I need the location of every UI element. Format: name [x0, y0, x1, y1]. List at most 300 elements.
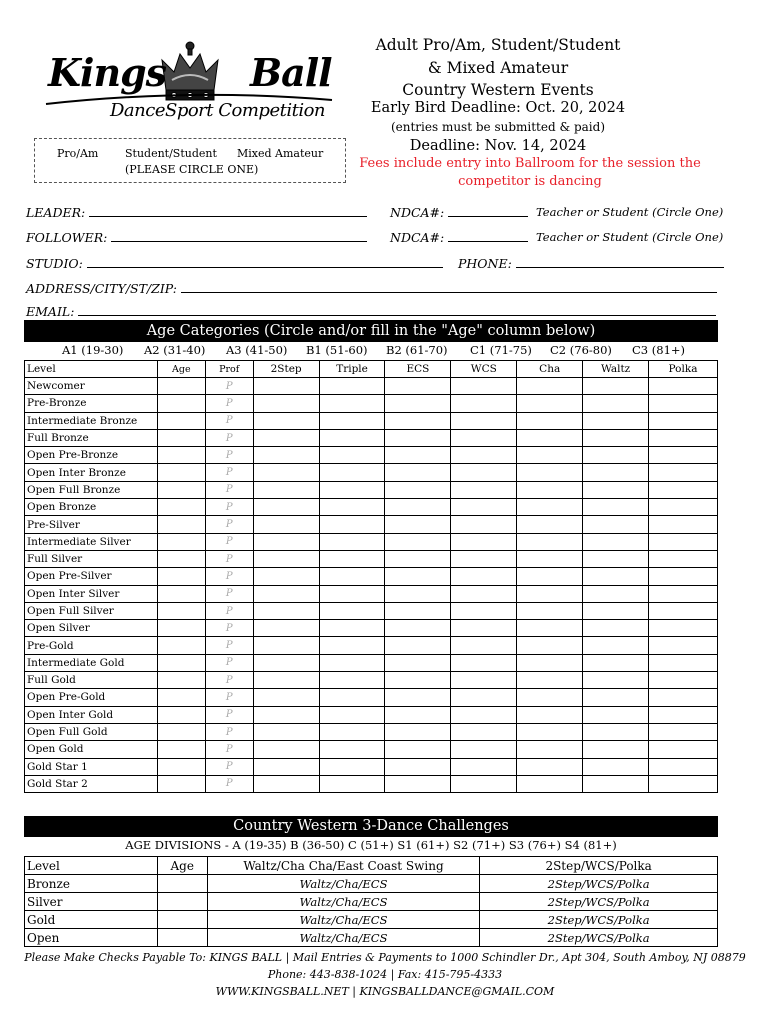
dance-cell-2step[interactable] [253, 723, 319, 740]
dance-cell-2step[interactable] [253, 654, 319, 671]
col-ecs: ECS [385, 361, 451, 378]
level-name: Open Full Bronze [25, 481, 158, 498]
prof-cell[interactable]: P [205, 689, 253, 706]
dance-cell-wcs[interactable] [451, 481, 517, 498]
cw-age-cell[interactable] [157, 875, 207, 893]
age-cell[interactable] [157, 412, 205, 429]
dance-cell-polka[interactable] [649, 481, 718, 498]
prof-cell[interactable]: P [205, 654, 253, 671]
table-row [25, 516, 718, 533]
level-name: Open Inter Gold [25, 706, 158, 723]
dance-cell-2step[interactable] [253, 378, 319, 395]
age-cat-a2[interactable]: A2 (31-40) [144, 343, 206, 357]
prof-cell[interactable]: P [205, 602, 253, 619]
dance-cell-wcs[interactable] [451, 637, 517, 654]
dance-cell-polka[interactable] [649, 550, 718, 567]
prof-cell[interactable]: P [205, 499, 253, 516]
prof-cell[interactable]: P [205, 464, 253, 481]
cw-dance-set-2[interactable]: 2Step/WCS/Polka [480, 893, 718, 911]
cw-dance-set-2[interactable]: 2Step/WCS/Polka [480, 911, 718, 929]
logo-word-ball: Ball [250, 50, 332, 95]
teacher-student-choice-2[interactable]: Teacher or Student (Circle One) [536, 230, 724, 244]
prof-cell[interactable]: P [205, 550, 253, 567]
dance-cell-triple[interactable] [319, 620, 385, 637]
final-deadline: Deadline: Nov. 14, 2024 [409, 138, 587, 154]
dance-cell-ecs[interactable] [385, 378, 451, 395]
prof-cell[interactable]: P [205, 637, 253, 654]
prof-cell[interactable]: P [205, 533, 253, 550]
dance-cell-ecs[interactable] [385, 637, 451, 654]
col-age: Age [157, 361, 205, 378]
dance-cell-wcs[interactable] [451, 568, 517, 585]
cw-level: Gold [25, 911, 158, 929]
dance-cell-wcs[interactable] [451, 585, 517, 602]
ndca-field-1[interactable] [448, 204, 528, 217]
dance-cell-waltz[interactable] [583, 654, 649, 671]
dance-cell-wcs[interactable] [451, 723, 517, 740]
dance-cell-triple[interactable] [319, 654, 385, 671]
dance-cell-cha[interactable] [517, 464, 583, 481]
dance-cell-waltz[interactable] [583, 447, 649, 464]
dance-cell-ecs[interactable] [385, 602, 451, 619]
dance-cell-triple[interactable] [319, 637, 385, 654]
dance-cell-triple[interactable] [319, 378, 385, 395]
email-label: EMAIL: [26, 304, 75, 319]
cw-age-cell[interactable] [157, 893, 207, 911]
dance-cell-wcs[interactable] [451, 378, 517, 395]
level-entry-table [24, 360, 718, 793]
age-cell[interactable] [157, 689, 205, 706]
prof-cell[interactable]: P [205, 585, 253, 602]
studio-label: STUDIO: [26, 256, 83, 271]
dance-cell-cha[interactable] [517, 395, 583, 412]
dance-cell-cha[interactable] [517, 378, 583, 395]
dance-cell-2step[interactable] [253, 637, 319, 654]
dance-cell-2step[interactable] [253, 516, 319, 533]
dance-cell-ecs[interactable] [385, 620, 451, 637]
table-row [25, 585, 718, 602]
phone-field[interactable] [516, 255, 724, 268]
dance-cell-ecs[interactable] [385, 499, 451, 516]
table-row [25, 568, 718, 585]
dance-cell-triple[interactable] [319, 706, 385, 723]
dance-cell-2step[interactable] [253, 499, 319, 516]
dance-cell-waltz[interactable] [583, 378, 649, 395]
table-row [25, 550, 718, 567]
dance-cell-wcs[interactable] [451, 758, 517, 775]
dance-cell-wcs[interactable] [451, 550, 517, 567]
dance-cell-wcs[interactable] [451, 654, 517, 671]
dance-cell-polka[interactable] [649, 689, 718, 706]
dance-cell-wcs[interactable] [451, 741, 517, 758]
dance-cell-cha[interactable] [517, 723, 583, 740]
age-cell[interactable] [157, 654, 205, 671]
dance-cell-cha[interactable] [517, 516, 583, 533]
age-cell[interactable] [157, 429, 205, 446]
dance-cell-polka[interactable] [649, 602, 718, 619]
age-cell[interactable] [157, 568, 205, 585]
fees-note: Fees include entry into Ballroom for the session the competitor is dancing [359, 156, 701, 189]
prof-cell[interactable]: P [205, 568, 253, 585]
dance-cell-cha[interactable] [517, 602, 583, 619]
dance-cell-triple[interactable] [319, 568, 385, 585]
dance-cell-ecs[interactable] [385, 412, 451, 429]
dance-cell-ecs[interactable] [385, 758, 451, 775]
cw-dance-set-1[interactable]: Waltz/Cha/ECS [207, 875, 480, 893]
prof-cell[interactable]: P [205, 723, 253, 740]
dance-cell-wcs[interactable] [451, 395, 517, 412]
studio-row [26, 255, 443, 271]
dance-cell-waltz[interactable] [583, 758, 649, 775]
prof-cell[interactable]: P [205, 775, 253, 792]
dance-cell-polka[interactable] [649, 499, 718, 516]
table-row [25, 620, 718, 637]
table-row [25, 602, 718, 619]
dance-cell-cha[interactable] [517, 775, 583, 792]
dance-cell-waltz[interactable] [583, 689, 649, 706]
cw-dance-set-1[interactable]: Waltz/Cha/ECS [207, 929, 480, 947]
dance-cell-triple[interactable] [319, 429, 385, 446]
level-name: Full Silver [25, 550, 158, 567]
dance-cell-polka[interactable] [649, 620, 718, 637]
prof-cell[interactable]: P [205, 758, 253, 775]
age-cat-c2[interactable]: C2 (76-80) [550, 343, 612, 357]
dance-cell-triple[interactable] [319, 723, 385, 740]
address-field[interactable] [181, 280, 717, 293]
dance-cell-polka[interactable] [649, 758, 718, 775]
dance-cell-2step[interactable] [253, 706, 319, 723]
dance-cell-polka[interactable] [649, 654, 718, 671]
dance-cell-wcs[interactable] [451, 412, 517, 429]
dance-cell-cha[interactable] [517, 412, 583, 429]
age-cell[interactable] [157, 464, 205, 481]
table-row [25, 429, 718, 446]
dance-cell-cha[interactable] [517, 741, 583, 758]
dance-cell-wcs[interactable] [451, 672, 517, 689]
col-level: Level [25, 361, 158, 378]
dance-cell-polka[interactable] [649, 516, 718, 533]
dance-cell-triple[interactable] [319, 412, 385, 429]
cw-col-waltz-cha-ecs: Waltz/Cha Cha/East Coast Swing [207, 857, 480, 875]
dance-cell-ecs[interactable] [385, 395, 451, 412]
prof-cell[interactable]: P [205, 395, 253, 412]
age-divisions: AGE DIVISIONS - A (19-35) B (36-50) C (51+) S1 (61+) S2 (71+) S3 (76+) S4 (81+) [125, 838, 617, 852]
dance-cell-ecs[interactable] [385, 516, 451, 533]
dance-cell-wcs[interactable] [451, 429, 517, 446]
dance-cell-wcs[interactable] [451, 602, 517, 619]
dance-cell-cha[interactable] [517, 758, 583, 775]
dance-cell-waltz[interactable] [583, 741, 649, 758]
level-name: Open Pre-Silver [25, 568, 158, 585]
cw-col-level: Level [25, 857, 158, 875]
dance-cell-triple[interactable] [319, 758, 385, 775]
prof-cell[interactable]: P [205, 481, 253, 498]
dance-cell-waltz[interactable] [583, 585, 649, 602]
cw-age-cell[interactable] [157, 929, 207, 947]
dance-cell-polka[interactable] [649, 464, 718, 481]
dance-cell-wcs[interactable] [451, 620, 517, 637]
dance-cell-polka[interactable] [649, 672, 718, 689]
dance-cell-wcs[interactable] [451, 516, 517, 533]
dance-cell-polka[interactable] [649, 533, 718, 550]
dance-cell-triple[interactable] [319, 499, 385, 516]
level-name: Open Inter Silver [25, 585, 158, 602]
dance-cell-cha[interactable] [517, 654, 583, 671]
age-cell[interactable] [157, 499, 205, 516]
col-triple: Triple [319, 361, 385, 378]
dance-cell-wcs[interactable] [451, 689, 517, 706]
dance-cell-ecs[interactable] [385, 654, 451, 671]
table-row [25, 447, 718, 464]
dance-cell-cha[interactable] [517, 620, 583, 637]
table-row [25, 464, 718, 481]
dance-cell-waltz[interactable] [583, 499, 649, 516]
dance-cell-wcs[interactable] [451, 447, 517, 464]
dance-cell-ecs[interactable] [385, 568, 451, 585]
footer-web-email: WWW.KINGSBALL.NET | KINGSBALLDANCE@GMAIL.COM [215, 985, 555, 998]
dance-cell-ecs[interactable] [385, 741, 451, 758]
age-cell[interactable] [157, 378, 205, 395]
option-pro-am[interactable]: Pro/Am [57, 147, 99, 160]
dance-cell-waltz[interactable] [583, 637, 649, 654]
age-cell[interactable] [157, 637, 205, 654]
age-cell[interactable] [157, 516, 205, 533]
dance-cell-ecs[interactable] [385, 706, 451, 723]
dance-cell-2step[interactable] [253, 620, 319, 637]
dance-cell-waltz[interactable] [583, 412, 649, 429]
age-cell[interactable] [157, 706, 205, 723]
dance-cell-polka[interactable] [649, 741, 718, 758]
dance-cell-triple[interactable] [319, 516, 385, 533]
age-cat-c1[interactable]: C1 (71-75) [470, 343, 532, 357]
age-cat-a3[interactable]: A3 (41-50) [226, 343, 288, 357]
address-label: ADDRESS/CITY/ST/ZIP: [26, 281, 177, 296]
dance-cell-triple[interactable] [319, 464, 385, 481]
dance-cell-2step[interactable] [253, 429, 319, 446]
dance-cell-ecs[interactable] [385, 775, 451, 792]
dance-cell-waltz[interactable] [583, 516, 649, 533]
dance-cell-cha[interactable] [517, 585, 583, 602]
prof-cell[interactable]: P [205, 741, 253, 758]
ndca-field-2[interactable] [448, 229, 528, 242]
studio-field[interactable] [87, 255, 443, 268]
dance-cell-waltz[interactable] [583, 620, 649, 637]
dance-cell-2step[interactable] [253, 533, 319, 550]
dance-cell-cha[interactable] [517, 533, 583, 550]
dance-cell-cha[interactable] [517, 481, 583, 498]
dance-cell-polka[interactable] [649, 775, 718, 792]
age-cell[interactable] [157, 672, 205, 689]
prof-cell[interactable]: P [205, 378, 253, 395]
prof-cell[interactable]: P [205, 429, 253, 446]
dance-cell-cha[interactable] [517, 429, 583, 446]
dance-cell-triple[interactable] [319, 585, 385, 602]
prof-cell[interactable]: P [205, 447, 253, 464]
dance-cell-cha[interactable] [517, 706, 583, 723]
dance-cell-2step[interactable] [253, 602, 319, 619]
dance-cell-waltz[interactable] [583, 464, 649, 481]
dance-cell-cha[interactable] [517, 672, 583, 689]
cw-row-gold [25, 911, 718, 929]
col-polka: Polka [649, 361, 718, 378]
dance-cell-triple[interactable] [319, 481, 385, 498]
logo-word-kings: Kings [48, 50, 167, 95]
prof-cell[interactable]: P [205, 412, 253, 429]
age-cat-b2[interactable]: B2 (61-70) [386, 343, 448, 357]
dance-cell-polka[interactable] [649, 395, 718, 412]
dance-cell-wcs[interactable] [451, 464, 517, 481]
age-cat-c3[interactable]: C3 (81+) [632, 343, 686, 357]
phone-row [458, 255, 724, 271]
entry-type-box [34, 138, 346, 183]
dance-cell-triple[interactable] [319, 689, 385, 706]
dance-cell-polka[interactable] [649, 706, 718, 723]
dance-cell-2step[interactable] [253, 758, 319, 775]
dance-cell-2step[interactable] [253, 412, 319, 429]
age-cell[interactable] [157, 775, 205, 792]
age-cell[interactable] [157, 758, 205, 775]
dance-cell-ecs[interactable] [385, 689, 451, 706]
dance-cell-triple[interactable] [319, 447, 385, 464]
dance-cell-polka[interactable] [649, 637, 718, 654]
dance-cell-2step[interactable] [253, 689, 319, 706]
dance-cell-2step[interactable] [253, 585, 319, 602]
dance-cell-ecs[interactable] [385, 447, 451, 464]
age-cell[interactable] [157, 481, 205, 498]
title-line-1: Adult Pro/Am, Student/Student [375, 36, 621, 54]
dance-cell-ecs[interactable] [385, 585, 451, 602]
dance-cell-polka[interactable] [649, 378, 718, 395]
cw-age-cell[interactable] [157, 911, 207, 929]
dance-cell-triple[interactable] [319, 741, 385, 758]
prof-cell[interactable]: P [205, 516, 253, 533]
dance-cell-triple[interactable] [319, 672, 385, 689]
level-name: Intermediate Bronze [25, 412, 158, 429]
table-row [25, 412, 718, 429]
option-mixed-amateur[interactable]: Mixed Amateur [237, 147, 324, 160]
dance-cell-wcs[interactable] [451, 533, 517, 550]
dance-cell-wcs[interactable] [451, 706, 517, 723]
level-name: Open Gold [25, 741, 158, 758]
dance-cell-cha[interactable] [517, 499, 583, 516]
cw-dance-set-1[interactable]: Waltz/Cha/ECS [207, 911, 480, 929]
dance-cell-triple[interactable] [319, 533, 385, 550]
table-row [25, 706, 718, 723]
dance-cell-ecs[interactable] [385, 550, 451, 567]
dance-cell-ecs[interactable] [385, 672, 451, 689]
age-cell[interactable] [157, 741, 205, 758]
age-categories-header: Age Categories (Circle and/or fill in the "Age" column below) [24, 320, 718, 342]
dance-cell-waltz[interactable] [583, 395, 649, 412]
dance-cell-waltz[interactable] [583, 602, 649, 619]
table-row [25, 758, 718, 775]
dance-cell-2step[interactable] [253, 464, 319, 481]
level-name: Open Pre-Bronze [25, 447, 158, 464]
dance-cell-waltz[interactable] [583, 672, 649, 689]
table-row [25, 741, 718, 758]
dance-cell-polka[interactable] [649, 585, 718, 602]
dance-cell-polka[interactable] [649, 412, 718, 429]
dance-cell-ecs[interactable] [385, 429, 451, 446]
age-cell[interactable] [157, 395, 205, 412]
teacher-student-choice-1[interactable]: Teacher or Student (Circle One) [536, 205, 724, 219]
dance-cell-2step[interactable] [253, 568, 319, 585]
dance-cell-triple[interactable] [319, 602, 385, 619]
dance-cell-waltz[interactable] [583, 481, 649, 498]
dance-cell-cha[interactable] [517, 689, 583, 706]
dance-cell-ecs[interactable] [385, 723, 451, 740]
follower-field[interactable] [111, 229, 367, 242]
prof-cell[interactable]: P [205, 620, 253, 637]
table-row [25, 672, 718, 689]
dance-cell-waltz[interactable] [583, 723, 649, 740]
dance-cell-triple[interactable] [319, 395, 385, 412]
option-student-student[interactable]: Student/Student [125, 147, 217, 160]
follower-row [26, 229, 367, 245]
dance-cell-waltz[interactable] [583, 550, 649, 567]
age-cell[interactable] [157, 620, 205, 637]
prof-cell[interactable]: P [205, 706, 253, 723]
dance-cell-cha[interactable] [517, 447, 583, 464]
cw-dance-set-1[interactable]: Waltz/Cha/ECS [207, 893, 480, 911]
dance-cell-polka[interactable] [649, 447, 718, 464]
dance-cell-polka[interactable] [649, 723, 718, 740]
age-cell[interactable] [157, 723, 205, 740]
age-cell[interactable] [157, 447, 205, 464]
dance-cell-2step[interactable] [253, 395, 319, 412]
leader-field[interactable] [89, 204, 367, 217]
dance-cell-waltz[interactable] [583, 775, 649, 792]
level-name: Open Pre-Gold [25, 689, 158, 706]
dance-cell-triple[interactable] [319, 550, 385, 567]
dance-cell-waltz[interactable] [583, 533, 649, 550]
address-row [26, 280, 717, 296]
dance-cell-ecs[interactable] [385, 464, 451, 481]
dance-cell-triple[interactable] [319, 775, 385, 792]
prof-cell[interactable]: P [205, 672, 253, 689]
age-cat-a1[interactable]: A1 (19-30) [62, 343, 124, 357]
cw-dance-set-2[interactable]: 2Step/WCS/Polka [480, 875, 718, 893]
age-cell[interactable] [157, 585, 205, 602]
dance-cell-2step[interactable] [253, 741, 319, 758]
dance-cell-2step[interactable] [253, 775, 319, 792]
dance-cell-waltz[interactable] [583, 568, 649, 585]
dance-cell-wcs[interactable] [451, 775, 517, 792]
dance-cell-waltz[interactable] [583, 429, 649, 446]
age-cat-b1[interactable]: B1 (51-60) [306, 343, 368, 357]
age-cell[interactable] [157, 550, 205, 567]
dance-cell-2step[interactable] [253, 550, 319, 567]
dance-cell-polka[interactable] [649, 429, 718, 446]
dance-cell-2step[interactable] [253, 447, 319, 464]
dance-cell-cha[interactable] [517, 550, 583, 567]
dance-cell-2step[interactable] [253, 481, 319, 498]
dance-cell-2step[interactable] [253, 672, 319, 689]
dance-cell-ecs[interactable] [385, 533, 451, 550]
footer-phone-fax: Phone: 443-838-1024 | Fax: 415-795-4333 [267, 968, 503, 981]
cw-dance-set-2[interactable]: 2Step/WCS/Polka [480, 929, 718, 947]
dance-cell-polka[interactable] [649, 568, 718, 585]
dance-cell-wcs[interactable] [451, 499, 517, 516]
age-cell[interactable] [157, 602, 205, 619]
dance-cell-waltz[interactable] [583, 706, 649, 723]
age-cell[interactable] [157, 533, 205, 550]
dance-cell-ecs[interactable] [385, 481, 451, 498]
dance-cell-cha[interactable] [517, 637, 583, 654]
dance-cell-cha[interactable] [517, 568, 583, 585]
email-field[interactable] [78, 303, 716, 316]
cw-challenge-table [24, 856, 718, 947]
